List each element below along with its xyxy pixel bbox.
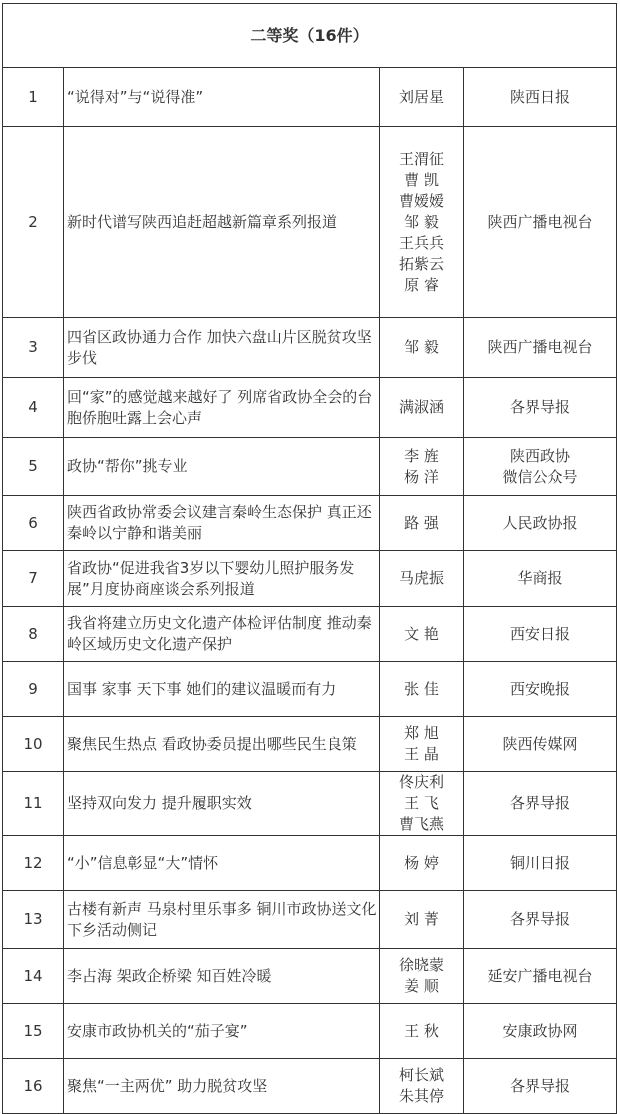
publisher-name: 陕西日报	[510, 87, 571, 106]
author-name: 王兵兵	[398, 233, 444, 252]
row-number: 9	[3, 662, 64, 717]
work-title: 回“家”的感觉越来越好了 列席省政协全会的台胞侨胞吐露上会心声	[64, 378, 380, 438]
row-number: 8	[3, 607, 64, 662]
author-name: 王 飞	[404, 794, 439, 812]
author-cell	[380, 1059, 464, 1114]
publisher-name: 各界导报	[510, 1076, 571, 1095]
publisher-cell	[464, 1004, 617, 1059]
author-name: 曹嫒嫒	[398, 191, 444, 210]
publisher-name: 人民政协报	[502, 513, 578, 532]
publisher-cell	[464, 68, 617, 127]
publisher-name: 华商报	[517, 569, 563, 587]
row-number: 12	[3, 836, 64, 891]
table-row	[3, 891, 617, 949]
publisher-name: 陕西广播电视台	[487, 338, 593, 356]
publisher-cell	[464, 772, 617, 836]
publisher-cell	[464, 891, 617, 949]
author-name: 路 强	[404, 513, 439, 532]
table-row	[3, 378, 617, 438]
work-title: 李占海 架政企桥梁 知百姓冷暖	[64, 949, 380, 1004]
author-name: 张 佳	[404, 679, 439, 698]
row-number: 3	[3, 318, 64, 378]
row-number: 15	[3, 1004, 64, 1059]
author-name: 曹飞燕	[398, 815, 444, 833]
author-name: 刘 菁	[404, 910, 439, 928]
work-title: 安康市政协机关的“茄子宴”	[64, 1004, 380, 1059]
author-name: 佟庆利	[398, 773, 444, 791]
work-title: 政协“帮你”挑专业	[64, 438, 380, 496]
author-name: 李 旌	[404, 446, 439, 465]
author-cell	[380, 836, 464, 891]
publisher-cell	[464, 127, 617, 318]
publisher-name: 陕西传媒网	[502, 734, 578, 753]
author-name: 杨 婷	[404, 853, 439, 872]
work-title: 我省将建立历史文化遗产体检评估制度 推动秦岭区域历史文化遗产保护	[64, 607, 380, 662]
author-name: 王 晶	[404, 745, 439, 763]
table-row	[3, 772, 617, 836]
work-title: 四省区政协通力合作 加快六盘山片区脱贫攻坚步伐	[64, 318, 380, 378]
author-name: 王渭征	[398, 149, 444, 168]
table-row	[3, 836, 617, 891]
publisher-cell	[464, 836, 617, 891]
publisher-name: 延安广播电视台	[487, 966, 593, 985]
row-number: 13	[3, 891, 64, 949]
author-name: 柯长斌	[398, 1066, 444, 1084]
section-heading: 二等奖（16件）	[3, 4, 617, 68]
author-cell	[380, 607, 464, 662]
row-number: 6	[3, 496, 64, 551]
award-table	[2, 3, 617, 1114]
section-heading-row	[3, 4, 617, 68]
author-name: 原 睿	[404, 275, 439, 294]
publisher-cell	[464, 607, 617, 662]
author-cell	[380, 949, 464, 1004]
table-row	[3, 1059, 617, 1114]
author-name: 徐晓蒙	[398, 956, 444, 974]
publisher-cell	[464, 717, 617, 772]
row-number: 14	[3, 949, 64, 1004]
table-row	[3, 551, 617, 607]
publisher-name: 西安日报	[510, 624, 571, 643]
table-row	[3, 607, 617, 662]
work-title: 古楼有新声 马泉村里乐事多 铜川市政协送文化下乡活动侧记	[64, 891, 380, 949]
work-title: 坚持双向发力 提升履职实效	[64, 772, 380, 836]
author-name: 满淑涵	[398, 398, 444, 416]
author-cell	[380, 318, 464, 378]
publisher-name: 微信公众号	[502, 467, 578, 486]
publisher-name: 各界导报	[510, 910, 571, 928]
row-number: 5	[3, 438, 64, 496]
author-cell	[380, 1004, 464, 1059]
publisher-name: 安康政协网	[502, 1021, 578, 1040]
table-row	[3, 127, 617, 318]
row-number: 10	[3, 717, 64, 772]
author-name: 曹 凯	[404, 170, 439, 189]
work-title: 国事 家事 天下事 她们的建议温暖而有力	[64, 662, 380, 717]
table-row	[3, 717, 617, 772]
author-cell	[380, 551, 464, 607]
work-title: 聚焦民生热点 看政协委员提出哪些民生良策	[64, 717, 380, 772]
row-number: 4	[3, 378, 64, 438]
work-title: 新时代谱写陕西追赶超越新篇章系列报道	[64, 127, 380, 318]
table-row	[3, 496, 617, 551]
table-row	[3, 68, 617, 127]
work-title: “小”信息彰显“大”情怀	[64, 836, 380, 891]
author-cell	[380, 662, 464, 717]
publisher-cell	[464, 662, 617, 717]
table-row	[3, 949, 617, 1004]
author-name: 朱其停	[398, 1087, 444, 1105]
author-cell	[380, 891, 464, 949]
table-row	[3, 438, 617, 496]
author-cell	[380, 68, 464, 127]
author-name: 王 秋	[404, 1021, 439, 1040]
author-cell	[380, 772, 464, 836]
author-cell	[380, 438, 464, 496]
publisher-name: 西安晚报	[510, 679, 571, 698]
author-name: 杨 洋	[404, 467, 439, 486]
author-name: 邹 毅	[404, 338, 439, 356]
row-number: 2	[3, 127, 64, 318]
author-cell	[380, 378, 464, 438]
publisher-cell	[464, 438, 617, 496]
table-row	[3, 662, 617, 717]
table-row	[3, 318, 617, 378]
author-name: 刘居星	[398, 87, 444, 106]
row-number: 7	[3, 551, 64, 607]
row-number: 16	[3, 1059, 64, 1114]
publisher-name: 各界导报	[510, 398, 571, 416]
work-title: 省政协“促进我省3岁以下婴幼儿照护服务发展”月度协商座谈会系列报道	[64, 551, 380, 607]
author-name: 文 艳	[404, 624, 439, 643]
publisher-name: 铜川日报	[510, 853, 571, 872]
table-row	[3, 1004, 617, 1059]
author-cell	[380, 496, 464, 551]
publisher-cell	[464, 318, 617, 378]
work-title: “说得对”与“说得准”	[64, 68, 380, 127]
publisher-name: 陕西广播电视台	[487, 212, 593, 231]
publisher-cell	[464, 1059, 617, 1114]
author-name: 姜 顺	[404, 977, 439, 995]
publisher-cell	[464, 496, 617, 551]
author-cell	[380, 127, 464, 318]
publisher-name: 各界导报	[510, 794, 571, 812]
author-name: 马虎振	[398, 569, 444, 587]
row-number: 11	[3, 772, 64, 836]
author-name: 邹 毅	[404, 212, 439, 231]
publisher-name: 陕西政协	[510, 446, 571, 465]
author-name: 拓紫云	[398, 254, 444, 273]
work-title: 聚焦“一主两优” 助力脱贫攻坚	[64, 1059, 380, 1114]
publisher-cell	[464, 551, 617, 607]
row-number: 1	[3, 68, 64, 127]
author-name: 郑 旭	[404, 724, 439, 742]
author-cell	[380, 717, 464, 772]
work-title: 陕西省政协常委会议建言秦岭生态保护 真正还秦岭以宁静和谐美丽	[64, 496, 380, 551]
publisher-cell	[464, 949, 617, 1004]
publisher-cell	[464, 378, 617, 438]
table-body	[3, 4, 617, 1114]
